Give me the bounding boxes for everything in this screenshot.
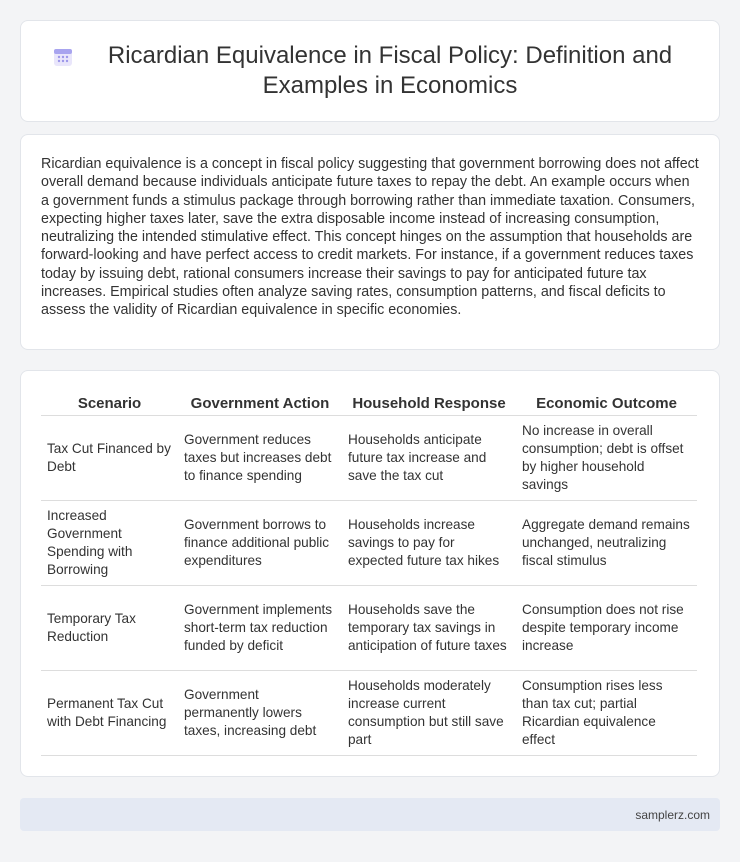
table-cell: Government permanently lowers taxes, increasing debt <box>178 670 342 755</box>
table-row <box>41 500 697 585</box>
table-row <box>41 415 697 500</box>
column-header-government-action: Government Action <box>178 391 342 415</box>
table-cell: No increase in overall consumption; debt is offset by higher household savings <box>516 415 697 500</box>
table-cell: Government implements short-term tax reduction funded by deficit <box>178 585 342 670</box>
table-cell: Government borrows to finance additional public expenditures <box>178 500 342 585</box>
table-cell: Permanent Tax Cut with Debt Financing <box>41 670 178 755</box>
column-header-scenario: Scenario <box>41 391 178 415</box>
table-cell: Increased Government Spending with Borrowing <box>41 500 178 585</box>
footer-site-label: samplerz.com <box>635 807 710 822</box>
title-card <box>20 20 720 122</box>
column-header-economic-outcome: Economic Outcome <box>516 391 697 415</box>
table-cell: Tax Cut Financed by Debt <box>41 415 178 500</box>
page-title: Ricardian Equivalence in Fiscal Policy: Definition and Examples in Economics <box>107 42 673 99</box>
table-cell: Households increase savings to pay for expected future tax hikes <box>342 500 516 585</box>
table-cell: Temporary Tax Reduction <box>41 585 178 670</box>
table-cell: Households save the temporary tax savings in anticipation of future taxes <box>342 585 516 670</box>
table-cell: Government reduces taxes but increases debt to finance spending <box>178 415 342 500</box>
title-wrap <box>51 41 689 101</box>
table-cell: Consumption does not rise despite temporary income increase <box>516 585 697 670</box>
table-cell: Aggregate demand remains unchanged, neutralizing fiscal stimulus <box>516 500 697 585</box>
table-cell: Households moderately increase current consumption but still save part <box>342 670 516 755</box>
table-cell: Households anticipate future tax increase and save the tax cut <box>342 415 516 500</box>
intro-paragraph: Ricardian equivalence is a concept in fiscal policy suggesting that government borrowing does not affect overall demand because individuals anticipate future taxes to repay the debt. An example occurs when a government funds a stimulus package through borrowing rather than immediate taxation. Consumers, expecting higher taxes later, save the extra disposable income instead of increasing consumption, neutralizing the intended stimulative effect. This concept hinges on the assumption that households are forward-looking and have perfect access to credit markets. For instance, if a government reduces taxes today by issuing debt, rational consumers increase their savings to pay for anticipated future tax increases. Empirical studies often analyze saving rates, consumption patterns, and fiscal deficits to assess the validity of Ricardian equivalence in specific economies. <box>41 156 699 319</box>
table-row <box>41 670 697 755</box>
footer <box>20 798 720 831</box>
scenario-table <box>41 391 697 756</box>
column-header-household-response: Household Response <box>342 391 516 415</box>
table-header-row <box>41 391 697 415</box>
table-cell: Consumption rises less than tax cut; partial Ricardian equivalence effect <box>516 670 697 755</box>
table-card <box>20 370 720 777</box>
table-row <box>41 585 697 670</box>
intro-card <box>20 134 720 350</box>
calendar-icon <box>51 45 75 69</box>
